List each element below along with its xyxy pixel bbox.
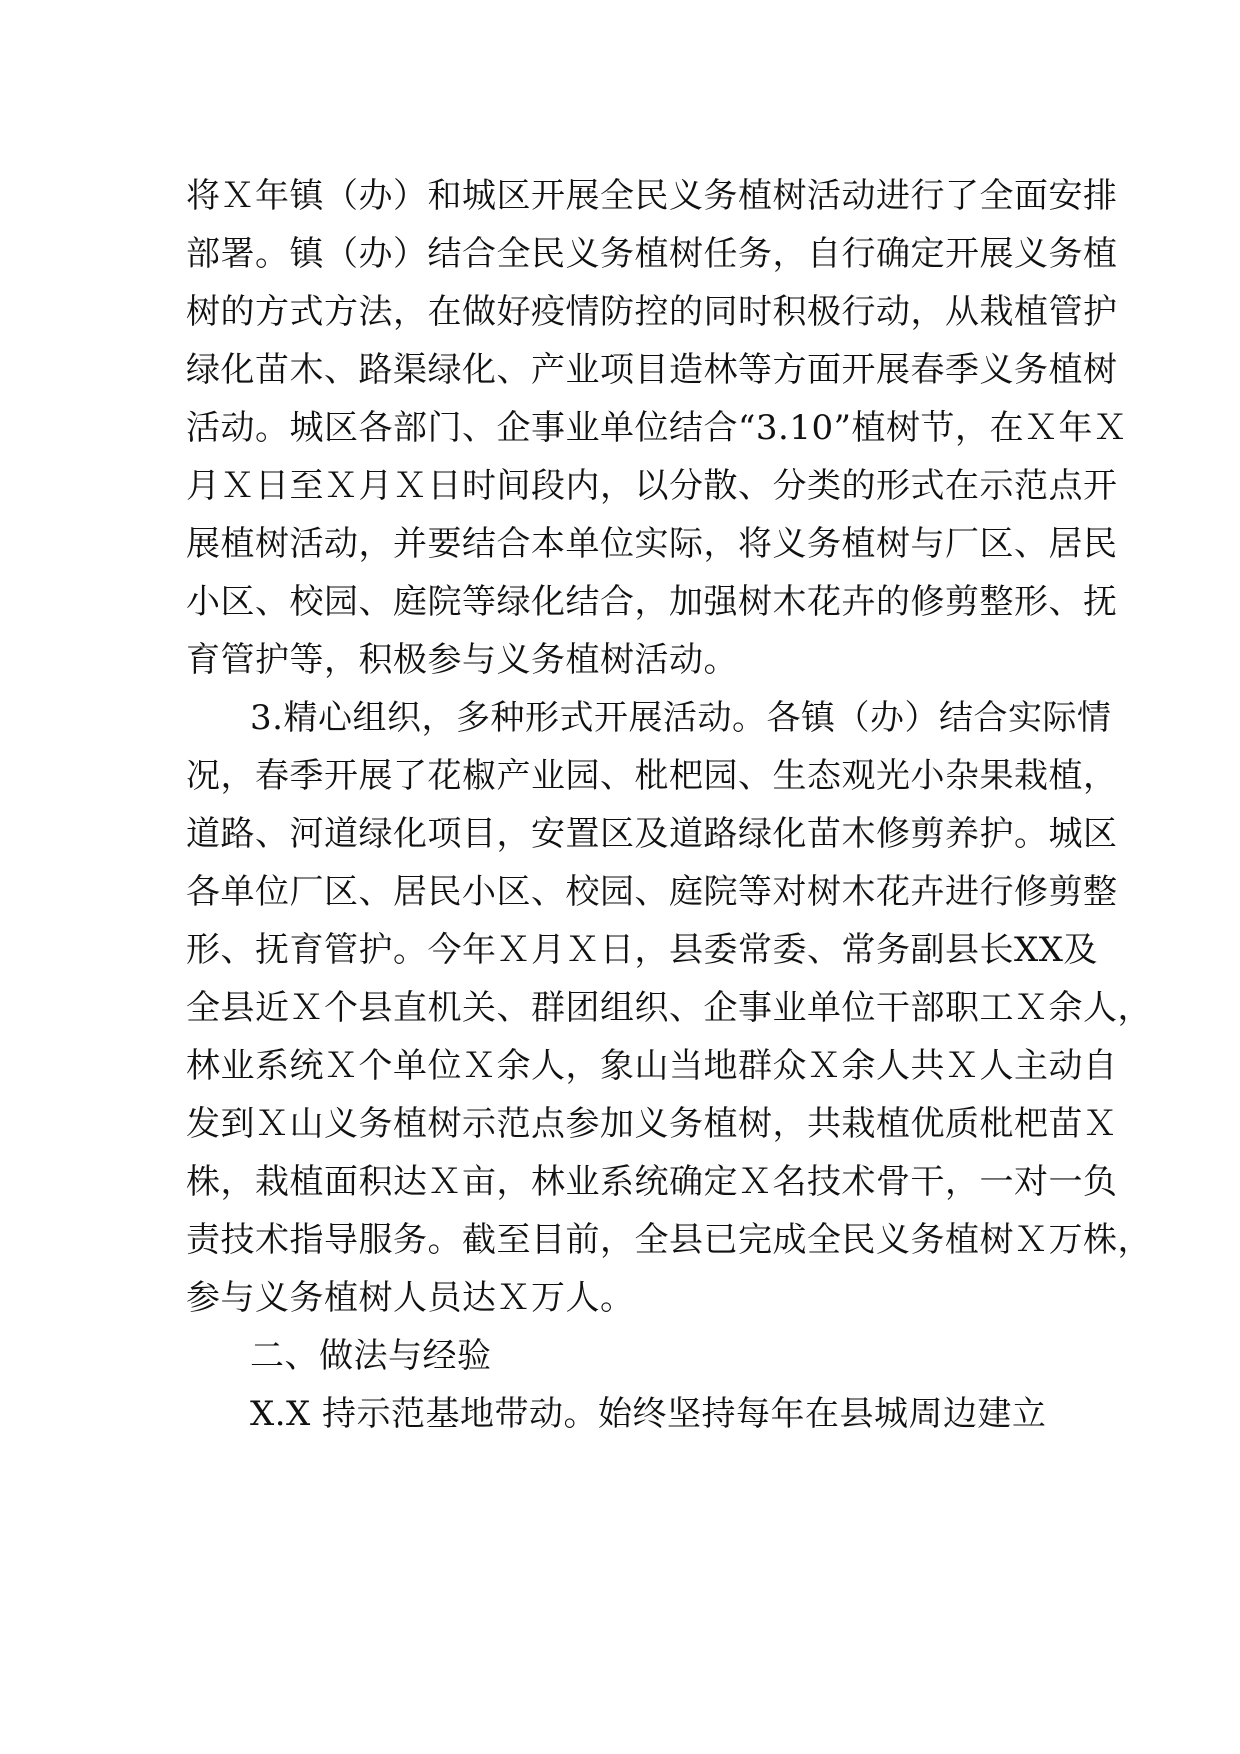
body-text-line: 育管护等，积极参与义务植树活动。 xyxy=(186,640,738,680)
body-text-line: 林业系统Ｘ个单位Ｘ余人，象山当地群众Ｘ余人共Ｘ人主动自 xyxy=(186,1046,1118,1086)
body-text-line: 树的方式方法，在做好疫情防控的同时积极行动，从栽植管护 xyxy=(186,292,1118,332)
body-text-line: 株，栽植面积达Ｘ亩，林业系统确定Ｘ名技术骨干，一对一负 xyxy=(186,1162,1118,1202)
paragraph-first-line: X.X 持示范基地带动。始终坚持每年在县城周边建立 xyxy=(250,1394,1047,1434)
body-text-line: 绿化苗木、路渠绿化、产业项目造林等方面开展春季义务植树 xyxy=(186,350,1118,390)
body-text-line: 形、抚育管护。今年Ｘ月Ｘ日，县委常委、常务副县长XX及 xyxy=(186,930,1098,970)
body-text-line: 月Ｘ日至Ｘ月Ｘ日时间段内，以分散、分类的形式在示范点开 xyxy=(186,466,1118,506)
body-text-line: 责技术指导服务。截至目前，全县已完成全民义务植树Ｘ万株， xyxy=(186,1220,1152,1260)
body-text-line: 全县近Ｘ个县直机关、群团组织、企事业单位干部职工Ｘ余人， xyxy=(186,988,1152,1028)
section-heading: 二、做法与经验 xyxy=(250,1336,492,1376)
body-text-line: 况，春季开展了花椒产业园、枇杷园、生态观光小杂果栽植， xyxy=(186,756,1118,796)
body-text-line: 活动。城区各部门、企事业单位结合“3.10”植树节，在Ｘ年Ｘ xyxy=(186,408,1128,448)
body-text-line: 部署。镇（办）结合全民义务植树任务，自行确定开展义务植 xyxy=(186,234,1118,274)
body-text-line: 将Ｘ年镇（办）和城区开展全民义务植树活动进行了全面安排 xyxy=(186,176,1118,216)
body-text-line: 各单位厂区、居民小区、校园、庭院等对树木花卉进行修剪整 xyxy=(186,872,1118,912)
body-text-line: 参与义务植树人员达Ｘ万人。 xyxy=(186,1278,635,1318)
body-text-line: 小区、校园、庭院等绿化结合，加强树木花卉的修剪整形、抚 xyxy=(186,582,1118,622)
body-text-line: 道路、河道绿化项目，安置区及道路绿化苗木修剪养护。城区 xyxy=(186,814,1118,854)
body-text-line: 发到Ｘ山义务植树示范点参加义务植树，共栽植优质枇杷苗Ｘ xyxy=(186,1104,1118,1144)
paragraph-first-line: 3.精心组织，多种形式开展活动。各镇（办）结合实际情 xyxy=(250,698,1112,738)
body-text-line: 展植树活动，并要结合本单位实际，将义务植树与厂区、居民 xyxy=(186,524,1118,564)
